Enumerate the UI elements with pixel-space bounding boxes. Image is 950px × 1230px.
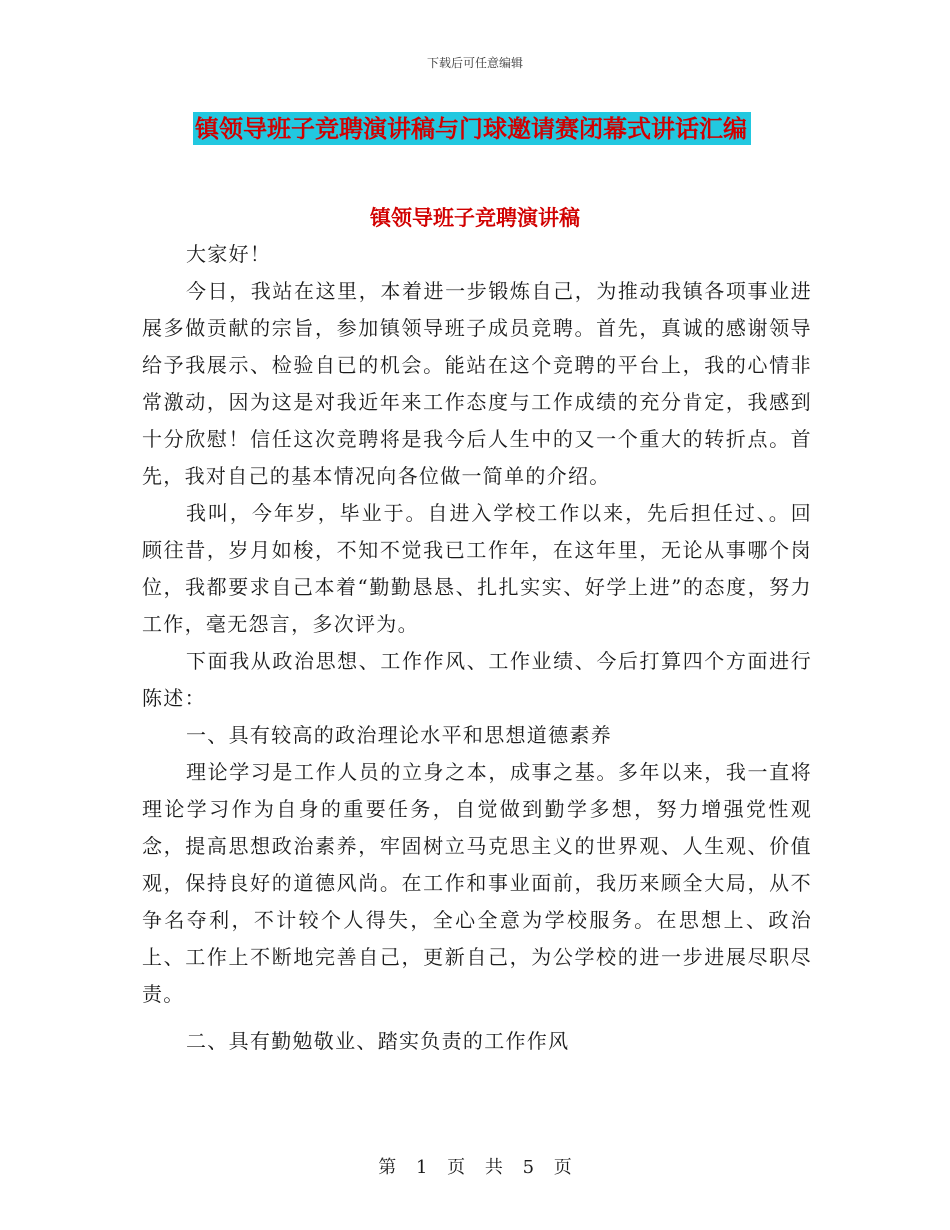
header-note: 下载后可任意编辑 xyxy=(426,56,523,70)
document-body xyxy=(142,222,812,1060)
paragraph: 今日，我站在这里，本着进一步锻炼自己，为推动我镇各项事业进展多做贡献的宗旨，参加镇领导班子成员竞聘。首先，真诚的感谢领导给予我展示、检验自已的机会。能站在这个竞聘的平台上，我的心情非常激动，因为这是对我近年来工作态度与工作成绩的充分肯定，我感到十分欣慰！信任这次竞聘将是我今后人生中的又一个重大的转折点。首先，我对自己的基本情况向各位做一简单的介绍。 xyxy=(142,279,812,488)
paragraph: 我叫，今年岁，毕业于。自进入学校工作以来，先后担任过、。回顾往昔，岁月如梭，不知不觉我已工作年，在这年里，无论从事哪个岗位，我都要求自己本着“勤勤恳恳、扎扎实实、好学上进”的态度，努力工作，毫无怨言，多次评为。 xyxy=(142,501,812,636)
paragraph-heading: 一、具有较高的政治理论水平和思想道德素养 xyxy=(186,723,612,747)
paragraph-heading: 二、具有勤勉敬业、踏实负责的工作作风 xyxy=(186,1029,570,1053)
section-title: 镇领导班子竞聘演讲稿 xyxy=(370,205,580,230)
footer-prefix: 第 xyxy=(378,1157,397,1178)
footer-suffix: 页 xyxy=(553,1157,572,1178)
footer-mid2: 共 xyxy=(484,1157,503,1178)
paragraph: 下面我从政治思想、工作作风、工作业绩、今后打算四个方面进行陈述： xyxy=(142,649,812,710)
footer-page-number: 1 xyxy=(415,1157,428,1178)
document-main-title: 镇领导班子竞聘演讲稿与门球邀请赛闭幕式讲话汇编 xyxy=(193,112,751,145)
footer-total-pages: 5 xyxy=(522,1157,535,1178)
footer-mid1: 页 xyxy=(447,1157,466,1178)
paragraph: 理论学习是工作人员的立身之本，成事之基。多年以来，我一直将理论学习作为自身的重要任务，自觉做到勤学多想，努力增强党性观念，提高思想政治素养，牢固树立马克思主义的世界观、人生观、价值观，保持良好的道德风尚。在工作和事业面前，我历来顾全大局，从不争名夺利，不计较个人得失，全心全意为学校服务。在思想上、政治上、工作上不断地完善自己，更新自己，为公学校的进一步进展尽职尽责。 xyxy=(142,760,812,1006)
paragraph-greeting: 大家好！ xyxy=(186,242,272,266)
page-footer xyxy=(0,1153,950,1179)
